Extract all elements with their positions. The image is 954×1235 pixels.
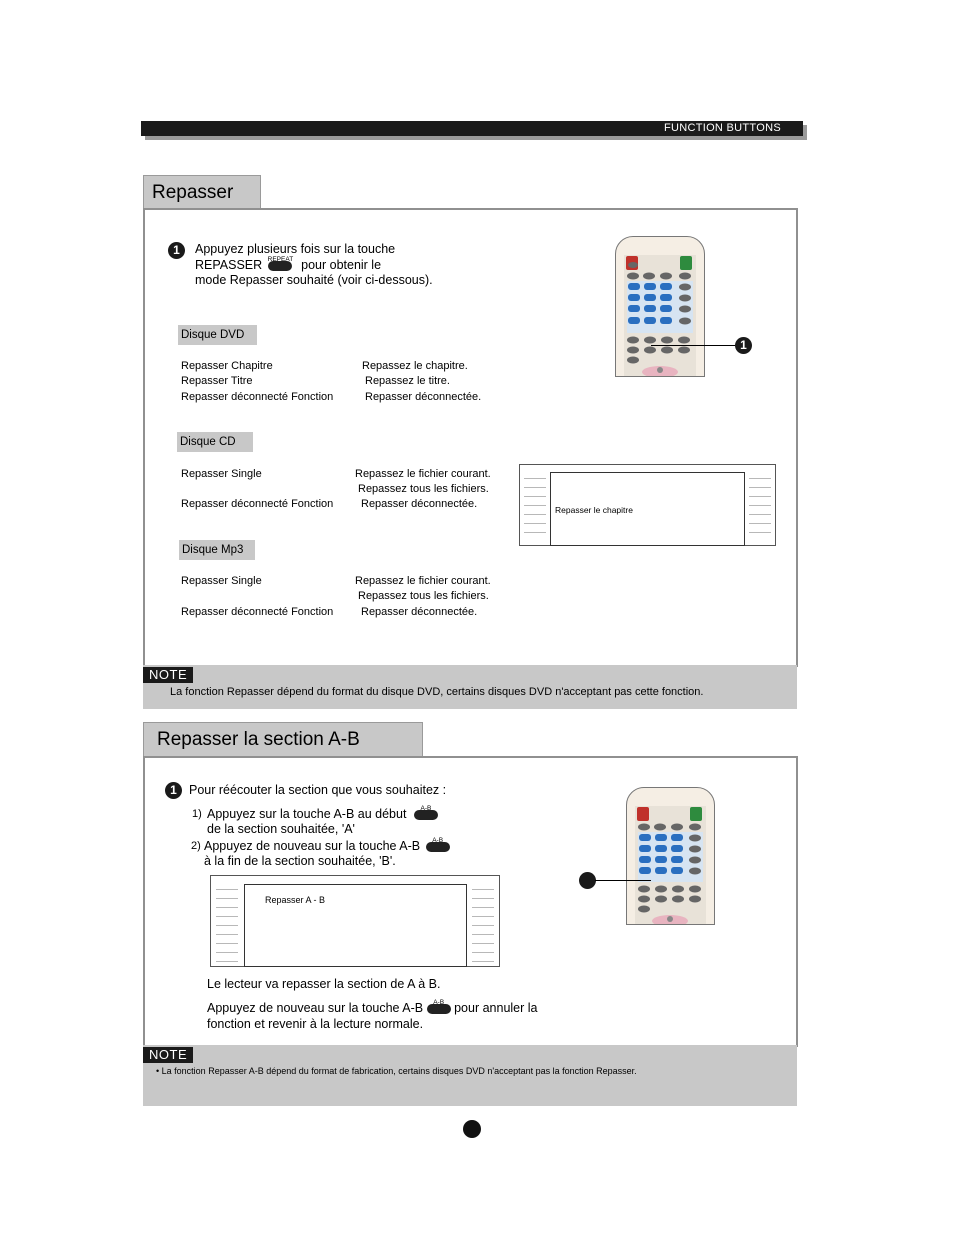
- ab-intro-text: Pour réécouter la section que vous souhaitez :: [189, 783, 447, 797]
- screen-inner-2: [244, 884, 467, 967]
- mp3-label: Disque Mp3: [179, 540, 255, 560]
- dvd-desc-1: Repassez le chapitre.: [362, 360, 468, 372]
- ab-after-line1: Le lecteur va repasser la section de A à B.: [207, 977, 441, 991]
- ab-key-icon: A-B: [414, 810, 438, 820]
- ab-sub2-line2: à la fin de la section souhaitée, 'B'.: [204, 854, 396, 868]
- mp3-desc-1: Repassez le fichier courant.: [355, 575, 491, 587]
- note-tag-2: NOTE: [143, 1047, 193, 1063]
- section1-title: Repasser: [152, 182, 234, 203]
- screen-dots-left-2: [216, 884, 238, 962]
- section1-title-tab: [143, 175, 261, 211]
- mp3-desc-2: Repassez tous les fichiers.: [358, 590, 489, 602]
- ab-sub1-line2: de la section souhaitée, 'A': [207, 822, 355, 836]
- dvd-mode-3: Repasser déconnecté Fonction: [181, 391, 334, 403]
- remote-control-icon-2: [627, 788, 714, 924]
- cd-desc-1: Repassez le fichier courant.: [355, 468, 491, 480]
- cd-desc-3: Repasser déconnectée.: [361, 498, 478, 510]
- note-text-1: La fonction Repasser dépend du format du disque DVD, certains disques DVD n'acceptant pas cette fonction.: [170, 686, 704, 698]
- ab-after-line2: Appuyez de nouveau sur la touche A-B A-B pour annuler la: [207, 998, 538, 1015]
- bullet-icon: •: [156, 1066, 162, 1076]
- cd-desc-2: Repassez tous les fichiers.: [358, 483, 489, 495]
- repeat-key-icon: REPEAT: [268, 261, 292, 271]
- dvd-desc-3: Repasser déconnectée.: [365, 391, 482, 403]
- screen-dots-right: [749, 473, 771, 541]
- section2-title-tab: [143, 722, 423, 758]
- screen-dots-right-2: [472, 884, 494, 962]
- step-number-badge-2: 1: [165, 782, 182, 799]
- dvd-mode-2: Repasser Titre: [181, 375, 253, 387]
- cd-mode-3: Repasser déconnecté Fonction: [181, 498, 334, 510]
- section2-title: Repasser la section A-B: [157, 729, 360, 750]
- cd-label: Disque CD: [177, 432, 253, 452]
- header-title: FUNCTION BUTTONS: [663, 122, 781, 134]
- ab-sub1-line1: Appuyez sur la touche A-B au début A-B: [207, 807, 438, 823]
- remote-control-image: [615, 236, 705, 377]
- step-instruction-line1: Appuyez plusieurs fois sur la touche: [195, 242, 396, 256]
- ab-sub2-num: 2): [191, 840, 201, 852]
- osd-screen-preview-ab: [210, 875, 500, 967]
- note-tag-1: NOTE: [143, 667, 193, 683]
- screen-text-2: Repasser A - B: [265, 895, 326, 905]
- dvd-mode-1: Repasser Chapitre: [181, 360, 273, 372]
- callout-line: [651, 345, 736, 346]
- cd-mode-1: Repasser Single: [181, 468, 262, 480]
- callout-line-2: [595, 880, 651, 881]
- dvd-label: Disque DVD: [178, 325, 257, 345]
- callout-badge-2: [579, 872, 596, 889]
- step-instruction-line3: mode Repasser souhaité (voir ci-dessous).: [195, 273, 433, 287]
- dvd-desc-2: Repassez le titre.: [365, 375, 450, 387]
- osd-screen-preview: [519, 464, 776, 546]
- header-bar: [141, 121, 803, 136]
- screen-inner: [550, 472, 745, 546]
- mp3-mode-3: Repasser déconnecté Fonction: [181, 606, 334, 618]
- ab-sub1-num: 1): [192, 808, 202, 820]
- page-number-dot: [463, 1120, 481, 1138]
- mp3-mode-1: Repasser Single: [181, 575, 262, 587]
- remote-control-image-2: [626, 787, 715, 925]
- ab-after-line3: fonction et revenir à la lecture normale.: [207, 1017, 424, 1031]
- step-number-badge: 1: [168, 242, 185, 259]
- ab-key-icon-2: A-B: [426, 842, 450, 852]
- note-text-2: • La fonction Repasser A-B dépend du format de fabrication, certains disques DVD n'acceptant pas la fonction Repasser.: [156, 1066, 637, 1076]
- ab-sub2-line1: Appuyez de nouveau sur la touche A-B A-B: [204, 839, 450, 855]
- ab-key-icon-3: A-B: [427, 1004, 451, 1014]
- screen-text: Repasser le chapitre: [555, 505, 633, 515]
- step-instruction-line2: REPASSER REPEAT pour obtenir le: [195, 255, 382, 272]
- callout-number-badge: 1: [735, 337, 752, 354]
- screen-dots-left: [524, 473, 546, 541]
- remote-control-icon: [616, 237, 704, 376]
- mp3-desc-3: Repasser déconnectée.: [361, 606, 478, 618]
